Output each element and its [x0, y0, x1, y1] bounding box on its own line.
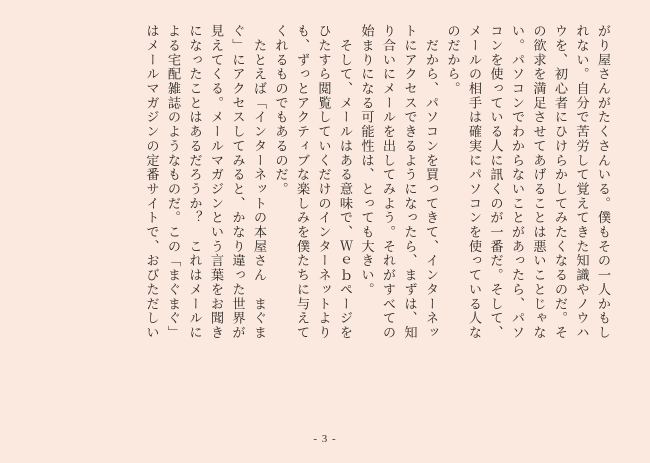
text-line: い。パソコンでわからないことがあったら、パソ — [510, 24, 525, 340]
text-line: たとえば「インターネットの本屋さん まぐま — [252, 24, 267, 340]
text-line: メールの相手は確実にパソコンを使っている人な — [467, 24, 482, 340]
text-line: も、ずっとアクティブな楽しみを僕たちに与えて — [295, 24, 310, 340]
text-line: のだから。 — [445, 24, 461, 96]
text-line: トにアクセスできるようになったら、まずは、知 — [402, 24, 418, 340]
text-line: ひたすら閲覧していくだけのインターネットより — [316, 24, 332, 340]
text-line: になったことはあるだろうか？ これはメールに — [187, 24, 203, 340]
text-line: がり屋さんがたくさんいる。僕もその一人かもし — [596, 24, 611, 340]
text-line: 始まりになる可能性は、とっても大きい。 — [359, 24, 375, 297]
text-line: ぐ」にアクセスしてみると、かなり違った世界が — [230, 24, 246, 340]
text-line: の欲求を満足させてあげることは悪いことじゃな — [531, 24, 547, 340]
text-line: だから、パソコンを買ってきて、インターネッ — [424, 24, 439, 340]
text-line: コンを使っている人に訊くのが一番だ。そして、 — [488, 24, 504, 340]
text-line: 見えてくる。メールマガジンという言葉をお聞き — [209, 24, 224, 340]
body-text — [36, 24, 614, 416]
text-line: よる宅配雑誌のようなものだ。この「まぐまぐ」 — [166, 24, 181, 340]
text-line: り合いにメールを出してみよう。それがすべての — [381, 24, 396, 340]
text-line: くれるものでもあるのだ。 — [273, 24, 289, 197]
text-line: はメールマガジンの定番サイトで、おびただしい — [144, 24, 160, 340]
text-line: ウを、初心者にひけらかしてみたくなるのだ。そ — [553, 24, 568, 340]
page-number: - 3 - — [313, 433, 337, 445]
text-line: そして、メールはある意味で、Ｗｅｂページを — [338, 24, 353, 340]
text-line: れない。自分で苦労して覚えてきた知識やノウハ — [574, 24, 590, 340]
